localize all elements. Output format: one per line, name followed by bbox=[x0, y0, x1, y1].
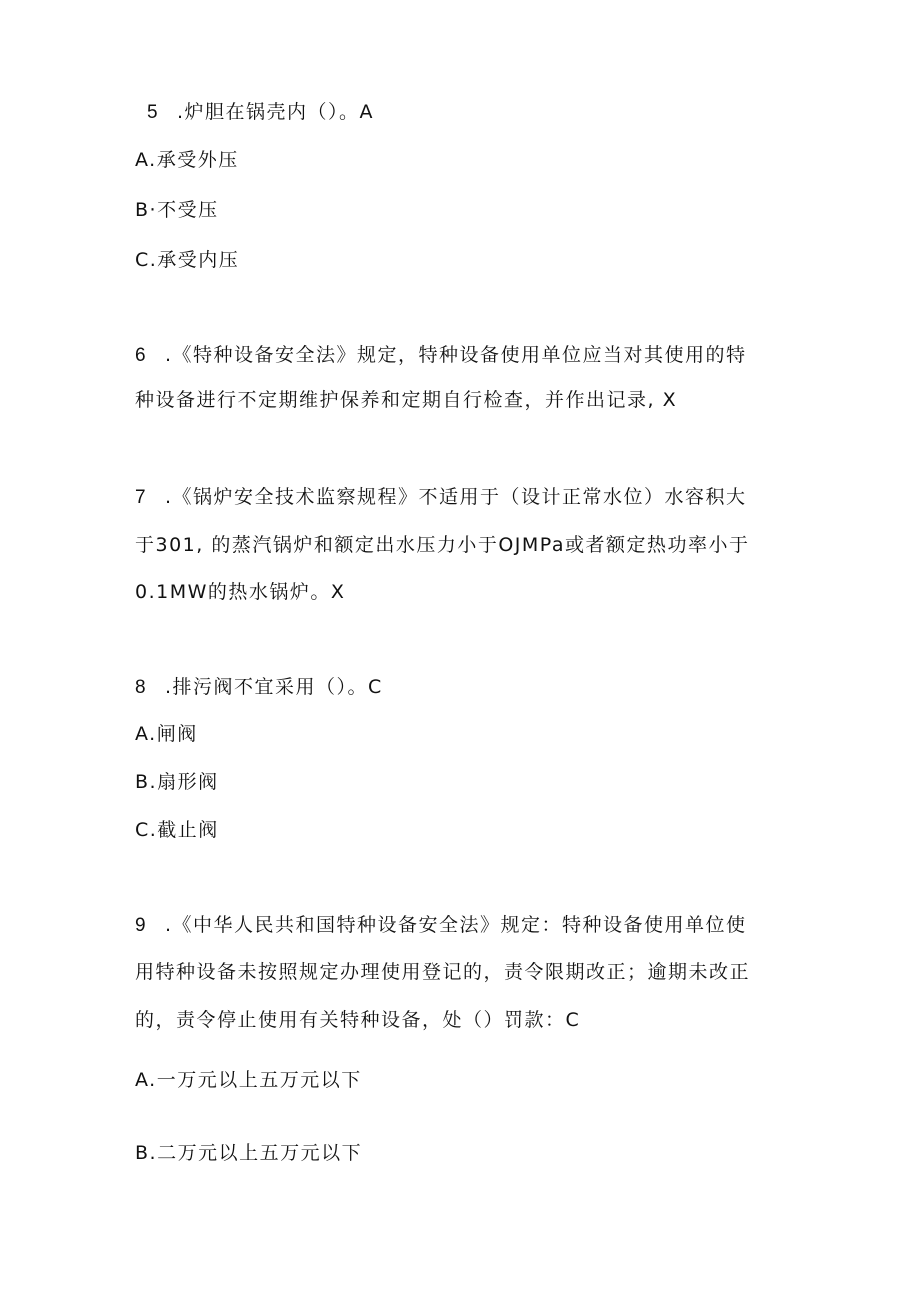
question-number: 8 bbox=[135, 677, 148, 698]
question-text-line: 于301, 的蒸汽锅炉和额定出水压力小于OJMPa或者额定热功率小于 bbox=[135, 534, 750, 556]
question-text-line: .《特种设备安全法》规定，特种设备使用单位应当对其使用的特 bbox=[165, 344, 747, 366]
question-5 bbox=[147, 100, 374, 125]
option-b: B·不受压 bbox=[135, 199, 219, 221]
question-text-line: .《锅炉安全技术监察规程》不适用于（设计正常水位）水容积大 bbox=[165, 486, 747, 508]
question-text-line: 的，责令停止使用有关特种设备，处（）罚款：C bbox=[135, 1009, 581, 1031]
option-c: C.承受内压 bbox=[135, 249, 240, 271]
question-text-line: 0.1MW的热水锅炉。X bbox=[135, 581, 346, 603]
question-text: .炉胆在锅壳内（）。A bbox=[177, 101, 375, 123]
option-c: C.截止阀 bbox=[135, 819, 219, 841]
option-b: B.二万元以上五万元以下 bbox=[135, 1142, 363, 1164]
question-text-line: 种设备进行不定期维护保养和定期自行检查，并作出记录, X bbox=[135, 389, 678, 411]
question-text-line: 用特种设备未按照规定办理使用登记的，责令限期改正；逾期未改正 bbox=[135, 961, 751, 983]
question-number: 5 bbox=[147, 102, 160, 123]
option-a: A.一万元以上五万元以下 bbox=[135, 1069, 362, 1091]
option-a: A.闸阀 bbox=[135, 723, 198, 745]
question-9 bbox=[135, 913, 747, 938]
question-number: 9 bbox=[135, 915, 148, 936]
option-b: B.扇形阀 bbox=[135, 771, 219, 793]
question-number: 7 bbox=[135, 487, 148, 508]
question-7 bbox=[135, 485, 747, 510]
question-text: .排污阀不宜采用（）。C bbox=[165, 676, 383, 698]
option-a: A.承受外压 bbox=[135, 149, 239, 171]
question-number: 6 bbox=[135, 345, 148, 366]
question-text-line: .《中华人民共和国特种设备安全法》规定：特种设备使用单位使 bbox=[165, 914, 747, 936]
question-8 bbox=[135, 675, 383, 700]
question-6 bbox=[135, 343, 747, 368]
